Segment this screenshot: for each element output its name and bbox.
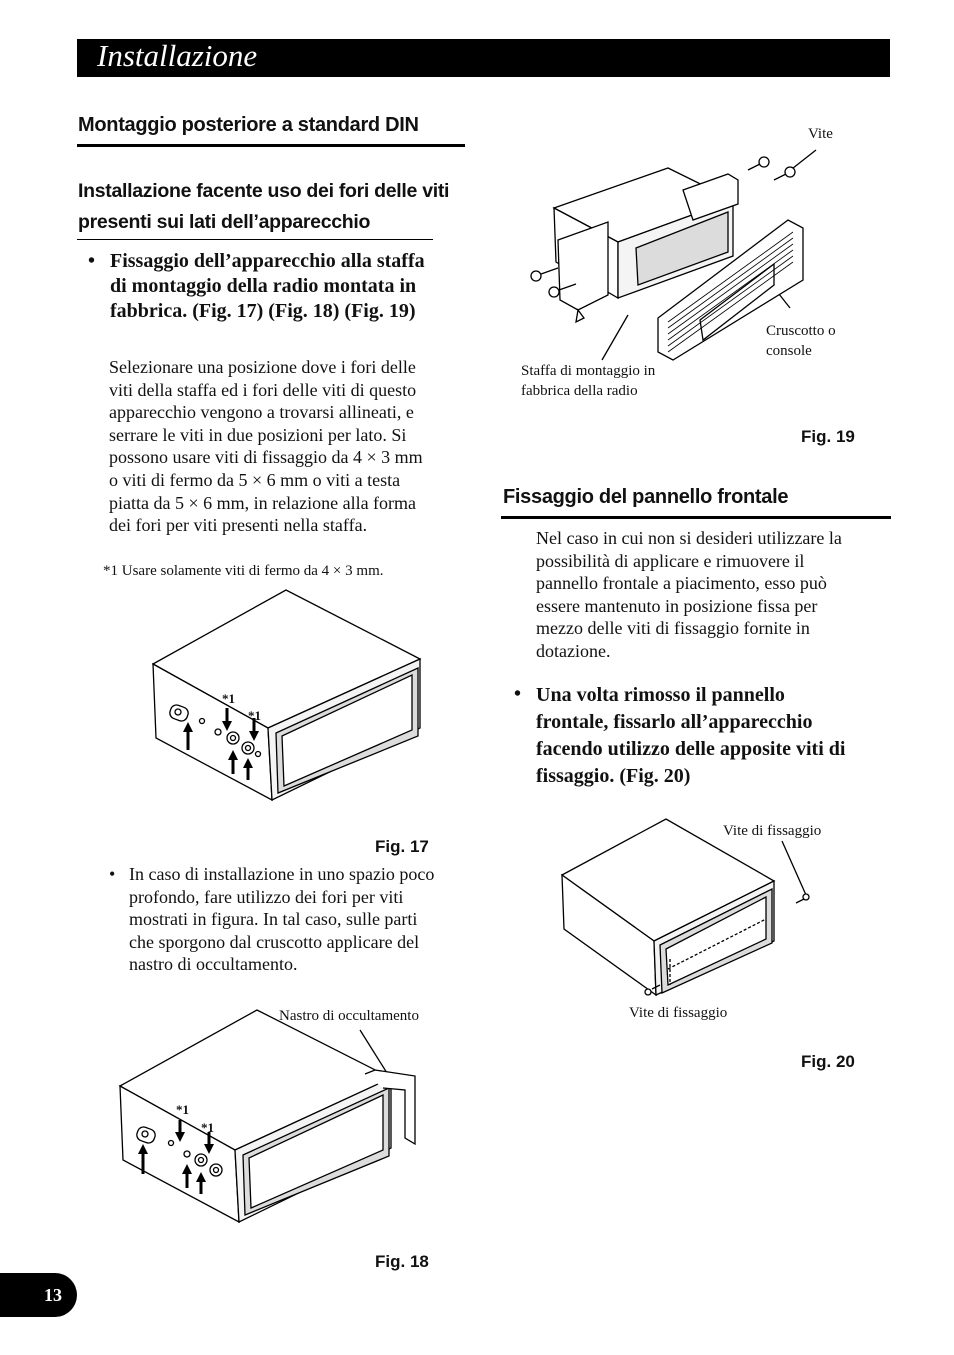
fig19-callout-staffa: Staffa di montaggio in fabbrica della radio bbox=[521, 363, 656, 399]
page-number: 13 bbox=[0, 1273, 77, 1317]
bullet-fissaggio bbox=[88, 249, 428, 324]
bullet-mark: • bbox=[514, 683, 522, 705]
paragraph-spazio: In caso di installazione in uno spazio poco profondo, fare utilizzo dei fori per viti mostrati in figura. In tal caso, sulle parti che sporgono dal cruscotto applicare del nastro di occultamento. bbox=[129, 864, 435, 975]
bullet-heading: Fissaggio dell’apparecchio alla staffa di montaggio della radio montata in fabbrica. (Fig. 17) (Fig. 18) (Fig. 19) bbox=[110, 250, 425, 322]
fig20-illustration bbox=[560, 817, 820, 1007]
fig19-label: Fig. 19 bbox=[801, 427, 855, 446]
section-title-din: Montaggio posteriore a standard DIN bbox=[78, 114, 419, 136]
fig18-marker-1: *1 bbox=[176, 1102, 189, 1117]
page-title: Installazione bbox=[97, 38, 258, 73]
fig17-label: Fig. 17 bbox=[375, 837, 429, 856]
bullet-rimosso bbox=[514, 682, 859, 790]
bullet-spazio bbox=[109, 863, 435, 976]
fig18-label: Fig. 18 bbox=[375, 1252, 429, 1271]
footnote: *1 Usare solamente viti di fermo da 4 × 3 mm. bbox=[103, 563, 384, 579]
subsection-rule bbox=[77, 239, 433, 240]
bullet-mark: • bbox=[88, 250, 96, 272]
section-title-pannello: Fissaggio del pannello frontale bbox=[503, 486, 789, 508]
fig18-callout-nastro: Nastro di occultamento bbox=[279, 1008, 419, 1024]
section-rule bbox=[501, 516, 891, 519]
fig19-callout-vite: Vite bbox=[808, 126, 833, 142]
fig17-marker-1: *1 bbox=[222, 691, 235, 706]
fig19-callout-cruscotto: Cruscotto o console bbox=[766, 323, 836, 359]
paragraph-pannello: Nel caso in cui non si desideri utilizzare la possibilità di applicare e rimuovere il pannello frontale a piacimento, esso può essere mantenuto in posizione fissa per mezzo delle viti di fissaggio fornite in dotazione. bbox=[536, 528, 842, 661]
fig17-marker-2: *1 bbox=[248, 708, 261, 723]
fig20-callout-top: Vite di fissaggio bbox=[723, 823, 822, 839]
fig18-illustration bbox=[115, 1008, 425, 1228]
subsection-title: Installazione facente uso dei fori delle viti presenti sui lati dell’apparecchio bbox=[78, 180, 450, 233]
fig18-marker-2: *1 bbox=[201, 1120, 214, 1135]
paragraph-selezionare: Selezionare una posizione dove i fori delle viti della staffa ed i fori delle viti di questo apparecchio vengono a trovarsi allineati, e serrare le viti in due posizioni per lato. Si possono usare viti di fissaggio da 4 × 3 mm o viti di fermo da 5 × 6 mm o viti a testa piatta da 5 × 6 mm, in relazione alla forma dei fori per viti presenti nella staffa. bbox=[109, 357, 423, 536]
fig17-illustration bbox=[150, 588, 425, 803]
fig20-callout-bottom: Vite di fissaggio bbox=[629, 1005, 728, 1021]
section-rule bbox=[77, 144, 465, 147]
bullet-mark: • bbox=[109, 864, 116, 884]
bullet-heading: Una volta rimosso il pannello frontale, fissarlo all’apparecchio facendo utilizzo delle apposite viti di fissaggio. (Fig. 20) bbox=[536, 684, 846, 787]
fig20-label: Fig. 20 bbox=[801, 1052, 855, 1071]
